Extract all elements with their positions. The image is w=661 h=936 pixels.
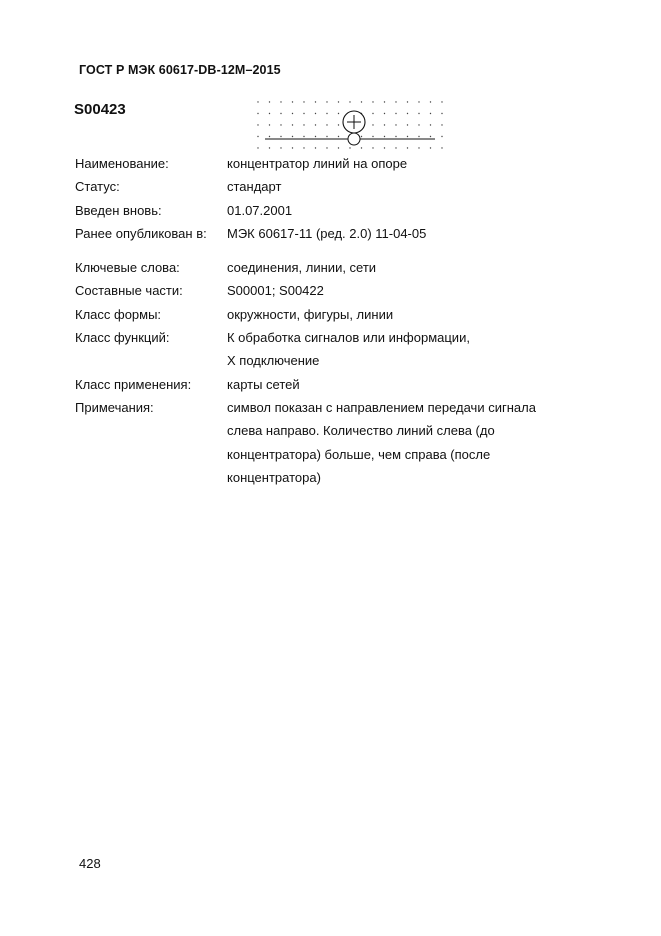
- grid-dot: [407, 124, 408, 125]
- field-published: [75, 222, 595, 245]
- field-value: окружности, фигуры, линии: [227, 306, 394, 322]
- grid-dot: [338, 124, 339, 125]
- field-label: Класс применения:: [75, 376, 192, 392]
- grid-dot: [269, 147, 270, 148]
- grid-dot: [315, 113, 316, 114]
- grid-dot: [303, 124, 304, 125]
- grid-dot: [372, 113, 373, 114]
- field-name: [75, 152, 595, 175]
- grid-dot: [441, 147, 442, 148]
- field-group-gap: [75, 245, 595, 256]
- grid-dot: [315, 136, 316, 137]
- page-number: 428: [79, 856, 101, 871]
- pole-circle: [348, 133, 360, 145]
- field-label: Введен вновь:: [75, 202, 162, 218]
- grid-dot: [292, 113, 293, 114]
- grid-dot: [441, 101, 442, 102]
- grid-dot: [372, 136, 373, 137]
- standard-header: ГОСТ Р МЭК 60617-DB-12M–2015: [79, 63, 281, 77]
- grid-dot: [280, 124, 281, 125]
- line-concentrator-on-pole-symbol: [250, 96, 455, 156]
- field-function-class: [75, 326, 595, 373]
- grid-dot: [407, 147, 408, 148]
- field-value: концентратор линий на опоре: [227, 156, 408, 171]
- grid-dot: [418, 101, 419, 102]
- grid-dot: [384, 136, 385, 137]
- grid-dot: [361, 136, 362, 137]
- grid-dot: [269, 124, 270, 125]
- grid-dot: [280, 136, 281, 137]
- grid-dot: [338, 136, 339, 137]
- grid-dot: [315, 147, 316, 148]
- grid-dot: [280, 101, 281, 102]
- grid-dot: [292, 101, 293, 102]
- field-list: [75, 152, 595, 489]
- grid-dot: [430, 113, 431, 114]
- grid-dot: [303, 101, 304, 102]
- field-value: S00001; S00422: [227, 283, 324, 299]
- symbol-code: S00423: [74, 101, 126, 118]
- grid-dot: [418, 147, 419, 148]
- grid-dot: [441, 113, 442, 114]
- grid-dot: [418, 113, 419, 114]
- grid-dot: [269, 136, 270, 137]
- field-label: Составные части:: [75, 283, 183, 299]
- grid-dot: [338, 101, 339, 102]
- grid-dot: [395, 124, 396, 125]
- grid-dot: [372, 101, 373, 102]
- grid-dot: [441, 124, 442, 125]
- grid-dot: [303, 136, 304, 137]
- field-value: МЭК 60617-11 (ред. 2.0) 11-04-05: [227, 225, 427, 241]
- field-application-class: [75, 373, 595, 396]
- grid-dot: [395, 101, 396, 102]
- field-label: Ранее опубликован в:: [75, 225, 207, 241]
- grid-dot: [349, 147, 350, 148]
- field-label: Статус:: [75, 179, 120, 195]
- grid-dot: [257, 113, 258, 114]
- field-notes: [75, 396, 595, 489]
- grid-dot: [326, 124, 327, 125]
- field-value-line: концентратора): [227, 469, 321, 485]
- grid-dot: [384, 101, 385, 102]
- grid-dot: [257, 101, 258, 102]
- grid-dot: [315, 124, 316, 125]
- grid-dot: [315, 101, 316, 102]
- grid-dot: [384, 147, 385, 148]
- field-label: Наименование:: [75, 156, 169, 171]
- grid-dot: [418, 124, 419, 125]
- grid-dot: [395, 136, 396, 137]
- field-shape-class: [75, 303, 595, 326]
- field-value: соединения, линии, сети: [227, 260, 377, 276]
- grid-dot: [303, 113, 304, 114]
- grid-dot: [349, 101, 350, 102]
- grid-dot: [257, 124, 258, 125]
- field-value: стандарт: [227, 179, 282, 195]
- grid-dot: [372, 147, 373, 148]
- grid-dot: [384, 113, 385, 114]
- field-label: Класс формы:: [75, 306, 162, 322]
- field-value-line: слева направо. Количество линий слева (до: [227, 423, 495, 439]
- grid-dot: [361, 101, 362, 102]
- grid-dot: [326, 101, 327, 102]
- grid-dot: [292, 147, 293, 148]
- grid-dot: [269, 101, 270, 102]
- field-label: Примечания:: [75, 399, 154, 415]
- field-label: Ключевые слова:: [75, 260, 180, 276]
- grid-dot: [326, 136, 327, 137]
- field-status: [75, 175, 595, 198]
- grid-dot: [430, 101, 431, 102]
- grid-dot: [430, 124, 431, 125]
- grid-dot: [338, 147, 339, 148]
- grid-dot: [407, 101, 408, 102]
- grid-dot: [257, 147, 258, 148]
- grid-dot: [430, 136, 431, 137]
- grid-dot: [326, 147, 327, 148]
- field-introduced: [75, 199, 595, 222]
- field-value: 01.07.2001: [227, 202, 293, 218]
- grid-dot: [338, 113, 339, 114]
- grid-dot: [430, 147, 431, 148]
- grid-dot: [384, 124, 385, 125]
- grid-dot: [441, 136, 442, 137]
- field-value-line: концентратора) больше, чем справа (после: [227, 446, 491, 462]
- grid-dot: [292, 136, 293, 137]
- grid-dot: [418, 136, 419, 137]
- field-components: [75, 279, 595, 302]
- grid-dot: [280, 147, 281, 148]
- grid-dot: [361, 147, 362, 148]
- grid-dot: [407, 113, 408, 114]
- grid-dot: [372, 124, 373, 125]
- field-keywords: [75, 256, 595, 279]
- grid-dot: [269, 113, 270, 114]
- field-value-multiline: [227, 396, 595, 489]
- field-value-multiline: [227, 326, 595, 373]
- grid-dot: [326, 113, 327, 114]
- field-value-line: Х подключение: [227, 353, 320, 369]
- grid-dot: [407, 136, 408, 137]
- grid-dot: [280, 113, 281, 114]
- grid-dot: [257, 136, 258, 137]
- field-value-line: символ показан с направлением передачи сигнала: [227, 399, 536, 415]
- grid-dot: [395, 113, 396, 114]
- grid-dot: [292, 124, 293, 125]
- field-label: Класс функций:: [75, 330, 170, 346]
- grid-dot: [395, 147, 396, 148]
- grid-dot: [303, 147, 304, 148]
- field-value-line: К обработка сигналов или информации,: [227, 330, 470, 346]
- field-value: карты сетей: [227, 376, 300, 392]
